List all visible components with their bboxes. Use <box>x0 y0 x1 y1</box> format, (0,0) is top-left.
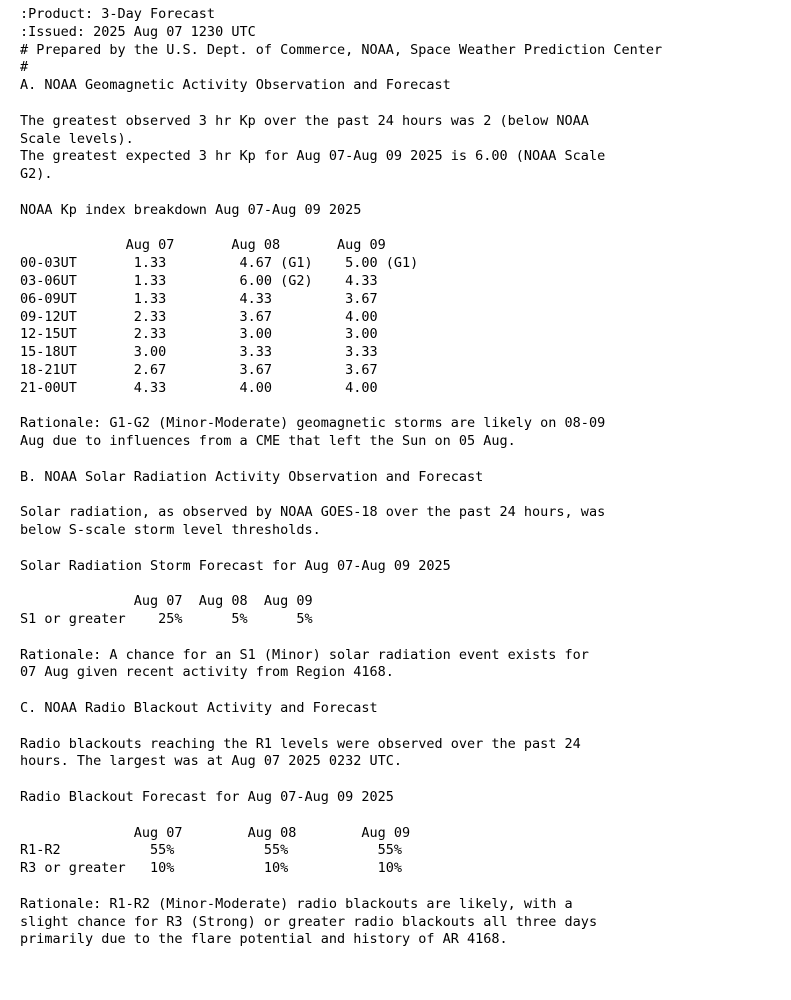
document-line: The greatest observed 3 hr Kp over the past 24 hours was 2 (below NOAA <box>20 112 589 129</box>
document-line: Radio blackouts reaching the R1 levels were observed over the past 24 <box>20 735 581 752</box>
document-line <box>20 629 791 647</box>
document-line: primarily due to the flare potential and history of AR 4168. <box>20 931 508 948</box>
document-line: Aug 07 Aug 08 Aug 09 <box>20 593 313 610</box>
document-line: 07 Aug given recent activity from Region 4168. <box>20 664 394 681</box>
document-line: 09-12UT 2.33 3.67 4.00 <box>20 308 378 325</box>
document-line: 03-06UT 1.33 6.00 (G2) 4.33 <box>20 272 378 289</box>
document-line <box>20 682 791 700</box>
document-line: Aug due to influences from a CME that left the Sun on 05 Aug. <box>20 433 516 450</box>
document-line: Rationale: G1-G2 (Minor-Moderate) geomagnetic storms are likely on 08-09 <box>20 415 606 432</box>
document-line: Solar Radiation Storm Forecast for Aug 07-Aug 09 2025 <box>20 557 451 574</box>
document-line: 12-15UT 2.33 3.00 3.00 <box>20 326 378 343</box>
document-line: # Prepared by the U.S. Dept. of Commerce, NOAA, Space Weather Prediction Center <box>20 41 663 58</box>
document-line: 15-18UT 3.00 3.33 3.33 <box>20 344 378 361</box>
document-line <box>20 95 791 113</box>
document-line: The greatest expected 3 hr Kp for Aug 07-Aug 09 2025 is 6.00 (NOAA Scale <box>20 148 606 165</box>
document-line: 18-21UT 2.67 3.67 3.67 <box>20 361 378 378</box>
document-line: B. NOAA Solar Radiation Activity Observation and Forecast <box>20 468 484 485</box>
document-line <box>20 184 791 202</box>
document-line: Solar radiation, as observed by NOAA GOES-18 over the past 24 hours, was <box>20 504 606 521</box>
document-line: 21-00UT 4.33 4.00 4.00 <box>20 379 378 396</box>
document-line: S1 or greater 25% 5% 5% <box>20 611 313 628</box>
document-line: # <box>20 59 29 76</box>
document-line: 06-09UT 1.33 4.33 3.67 <box>20 290 378 307</box>
document-line: G2). <box>20 166 53 183</box>
document-line <box>20 718 791 736</box>
document-line <box>20 576 791 594</box>
document-line: Radio Blackout Forecast for Aug 07-Aug 09 2025 <box>20 789 394 806</box>
document-line: C. NOAA Radio Blackout Activity and Forecast <box>20 700 378 717</box>
document-line <box>20 540 791 558</box>
document-line: A. NOAA Geomagnetic Activity Observation and Forecast <box>20 77 451 94</box>
document-line: Aug 07 Aug 08 Aug 09 <box>20 824 411 841</box>
document-line <box>20 771 791 789</box>
document-line <box>20 878 791 896</box>
document-line <box>20 487 791 505</box>
document-line: Scale levels). <box>20 130 134 147</box>
document-line: Aug 07 Aug 08 Aug 09 <box>20 237 386 254</box>
document-line: :Issued: 2025 Aug 07 1230 UTC <box>20 23 256 40</box>
document-line: NOAA Kp index breakdown Aug 07-Aug 09 2025 <box>20 201 362 218</box>
document-line <box>20 398 791 416</box>
document-line: R3 or greater 10% 10% 10% <box>20 860 403 877</box>
document-line: Rationale: R1-R2 (Minor-Moderate) radio blackouts are likely, with a <box>20 895 573 912</box>
document-line: :Product: 3-Day Forecast <box>20 6 216 22</box>
document-line <box>20 220 791 238</box>
document-line <box>20 451 791 469</box>
document-line: 00-03UT 1.33 4.67 (G1) 5.00 (G1) <box>20 255 419 272</box>
document-line: hours. The largest was at Aug 07 2025 0232 UTC. <box>20 753 403 770</box>
document-line: slight chance for R3 (Strong) or greater radio blackouts all three days <box>20 913 598 930</box>
document-line: Rationale: A chance for an S1 (Minor) solar radiation event exists for <box>20 646 589 663</box>
document-line: below S-scale storm level thresholds. <box>20 522 321 539</box>
document-line <box>20 807 791 825</box>
document-line: R1-R2 55% 55% 55% <box>20 842 403 859</box>
